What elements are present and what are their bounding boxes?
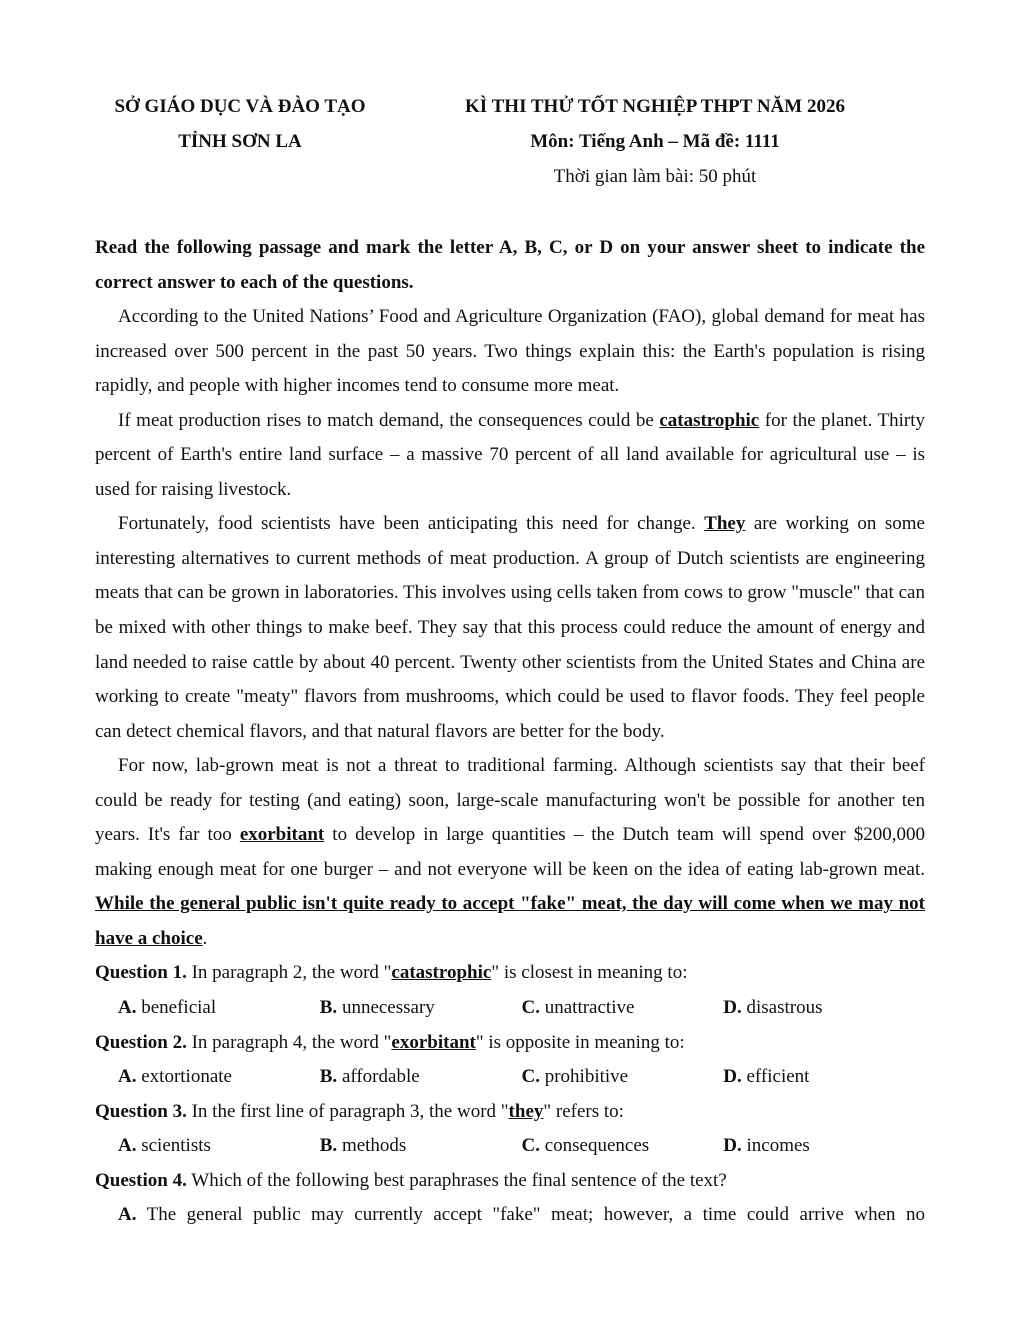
- question-3-options: [95, 1129, 925, 1164]
- question-1-options: [95, 991, 925, 1026]
- option-letter: A.: [118, 1135, 137, 1157]
- exam-subject: Môn: Tiếng Anh – Mã đề: 1111: [530, 131, 780, 152]
- question-keyword: catastrophic: [391, 962, 492, 984]
- option-text: The general public may currently accept "fake" meat; however, a time could arrive when no: [136, 1204, 925, 1226]
- p3-text-after: are working on some interesting alternatives to current methods of meat production. A group of Dutch scientists are engineering meats that can be grown in laboratories. This involves using cells taken from cows to grow "muscle" that can be mixed with other things to make beef. They say that this process could reduce the amount of energy and land needed to raise cattle by about 40 percent. Twenty other scientists from the United States and China are working to create "meaty" flavors from mushrooms, which could be used to flavor foods. They feel people can detect chemical flavors, and that natural flavors are better for the body.: [95, 513, 925, 742]
- option-c[interactable]: [522, 1129, 724, 1164]
- exam-content: [95, 231, 925, 1233]
- p3-text-before: Fortunately, food scientists have been anticipating this need for change.: [118, 513, 705, 535]
- option-letter: D.: [723, 1066, 742, 1088]
- keyword-exorbitant: exorbitant: [239, 824, 325, 846]
- passage-paragraph-2: [95, 404, 925, 508]
- question-1: [95, 956, 925, 991]
- option-d[interactable]: [723, 991, 925, 1026]
- p4-text-end: .: [202, 927, 208, 949]
- option-b[interactable]: [320, 1060, 522, 1095]
- p4-text-mid: to develop in large quantities – the Dutch team will spend over $200,000 making enough meat for one burger – and not everyone will be keen on the idea of eating lab-grown meat.: [95, 824, 925, 880]
- final-sentence: While the general public isn't quite ready to accept "fake" meat, the day will come when we may not have a choice: [95, 893, 925, 949]
- keyword-they: They: [704, 513, 746, 535]
- question-stem-end: " refers to:: [543, 1100, 624, 1122]
- option-text: consequences: [539, 1135, 650, 1157]
- question-stem-end: " is opposite in meaning to:: [475, 1031, 685, 1053]
- passage-paragraph-3: [95, 507, 925, 749]
- option-letter: A.: [118, 1066, 137, 1088]
- option-text: incomes: [741, 1135, 810, 1157]
- question-stem: Which of the following best paraphrases the final sentence of the text?: [186, 1169, 727, 1191]
- question-4: [95, 1164, 925, 1199]
- province-name: TỈNH SƠN LA: [178, 131, 302, 152]
- option-letter: B.: [319, 997, 338, 1019]
- exam-title: KÌ THI THỬ TỐT NGHIỆP THPT NĂM 2026: [465, 96, 845, 117]
- option-text: unattractive: [539, 997, 635, 1019]
- option-text: scientists: [136, 1135, 211, 1157]
- option-letter: C.: [521, 1135, 540, 1157]
- option-letter: C.: [521, 1066, 540, 1088]
- option-text: efficient: [741, 1066, 810, 1088]
- instruction: Read the following passage and mark the letter A, B, C, or D on your answer sheet to indicate the correct answer to each of the questions.: [95, 237, 925, 293]
- option-text: disastrous: [741, 997, 823, 1019]
- option-text: methods: [337, 1135, 407, 1157]
- option-d[interactable]: [723, 1060, 925, 1095]
- header-right: [440, 96, 870, 188]
- question-keyword: exorbitant: [391, 1031, 476, 1053]
- header-left: [95, 96, 385, 153]
- option-text: beneficial: [136, 997, 217, 1019]
- option-d[interactable]: [723, 1129, 925, 1164]
- option-letter: A.: [118, 997, 137, 1019]
- question-label: Question 1.: [95, 962, 187, 984]
- passage-paragraph-4: [95, 749, 925, 956]
- option-c[interactable]: [522, 1060, 724, 1095]
- question-3: [95, 1095, 925, 1130]
- option-a[interactable]: [118, 1060, 320, 1095]
- p2-text-before: If meat production rises to match demand, the consequences could be: [118, 409, 660, 431]
- option-b[interactable]: [320, 1129, 522, 1164]
- option-text: extortionate: [136, 1066, 232, 1088]
- question-2-options: [95, 1060, 925, 1095]
- option-text: prohibitive: [539, 1066, 629, 1088]
- question-keyword: they: [508, 1100, 544, 1122]
- question-stem: In paragraph 4, the word ": [186, 1031, 392, 1053]
- option-letter: B.: [319, 1066, 338, 1088]
- department-name: SỞ GIÁO DỤC VÀ ĐÀO TẠO: [114, 96, 366, 117]
- option-letter: A.: [118, 1204, 137, 1226]
- exam-duration: Thời gian làm bài: 50 phút: [553, 166, 757, 187]
- option-a[interactable]: [118, 991, 320, 1026]
- question-stem: In the first line of paragraph 3, the word ": [186, 1100, 509, 1122]
- option-a[interactable]: [118, 1129, 320, 1164]
- passage-paragraph-1: According to the United Nations’ Food and Agriculture Organization (FAO), global demand for meat has increased over 500 percent in the past 50 years. Two things explain this: the Earth's population is rising rapidly, and people with higher incomes tend to consume more meat.: [95, 306, 925, 397]
- option-text: affordable: [337, 1066, 420, 1088]
- option-c[interactable]: [522, 991, 724, 1026]
- question-label: Question 4.: [95, 1169, 187, 1191]
- question-4-option-a[interactable]: [95, 1198, 925, 1233]
- option-letter: C.: [521, 997, 540, 1019]
- option-letter: D.: [723, 1135, 742, 1157]
- keyword-catastrophic: catastrophic: [659, 409, 760, 431]
- question-label: Question 2.: [95, 1031, 187, 1053]
- p4-text-before: For now, lab-grown meat is not a threat to traditional farming. Although scientists say that their beef could be ready for testing (and eating) soon, large-scale manufacturing won't be possible for another ten years. It's far too: [95, 755, 925, 846]
- option-text: unnecessary: [337, 997, 435, 1019]
- question-stem-end: " is closest in meaning to:: [491, 962, 688, 984]
- option-letter: D.: [723, 997, 742, 1019]
- option-letter: B.: [319, 1135, 338, 1157]
- option-b[interactable]: [320, 991, 522, 1026]
- question-2: [95, 1026, 925, 1061]
- question-stem: In paragraph 2, the word ": [186, 962, 392, 984]
- p2-text-after: for the planet. Thirty percent of Earth's entire land surface – a massive 70 percent of all land available for agricultural use – is used for raising livestock.: [95, 409, 926, 500]
- question-label: Question 3.: [95, 1100, 187, 1122]
